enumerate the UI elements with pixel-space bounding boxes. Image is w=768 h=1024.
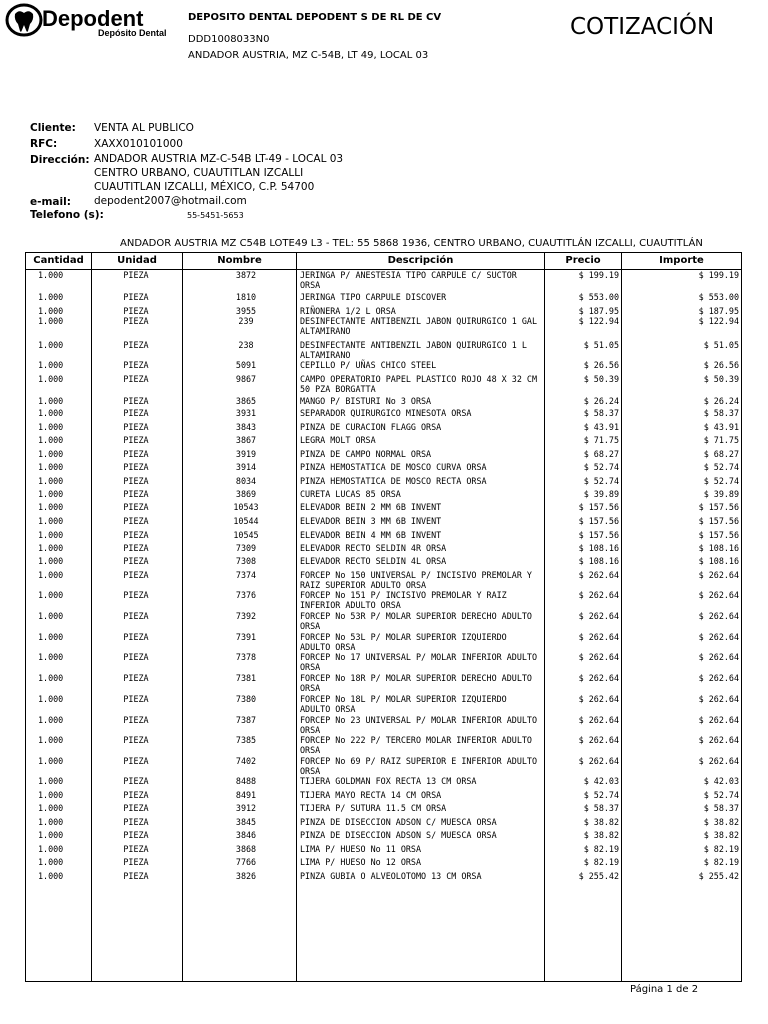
- cell-unit: PIEZA: [123, 590, 149, 600]
- cell-desc: CURETA LUCAS 85 ORSA: [300, 489, 401, 499]
- cell-price: $ 82.19: [583, 844, 619, 854]
- cell-price: $ 43.91: [583, 422, 619, 432]
- cell-code: 1810: [235, 292, 257, 302]
- cell-qty: 1.000: [38, 756, 64, 766]
- cell-desc: FORCEP No 18R P/ MOLAR SUPERIOR DERECHO ADULTO ORSA: [300, 673, 532, 693]
- cell-unit: PIEZA: [123, 489, 149, 499]
- cell-qty: 1.000: [38, 292, 64, 302]
- cell-code: 3869: [235, 489, 257, 499]
- cell-qty: 1.000: [38, 489, 64, 499]
- cell-code: 8034: [235, 476, 257, 486]
- cell-qty: 1.000: [38, 590, 64, 600]
- cell-price: $ 157.56: [578, 502, 619, 512]
- cell-code: 7387: [235, 715, 257, 725]
- company-name: DEPOSITO DENTAL DEPODENT S DE RL DE CV: [188, 12, 442, 23]
- cell-qty: 1.000: [38, 374, 64, 384]
- cell-price: $ 58.37: [583, 803, 619, 813]
- cell-desc: FORCEP No 53L P/ MOLAR SUPERIOR IZQUIERDO ADULTO ORSA: [300, 632, 507, 652]
- cell-price: $ 262.64: [578, 652, 619, 662]
- cell-code: 3867: [235, 435, 257, 445]
- cell-price: $ 262.64: [578, 673, 619, 683]
- cell-desc: DESINFECTANTE ANTIBENZIL JABON QUIRURGICO 1 GAL ALTAMIRANO: [300, 316, 537, 336]
- cell-amount: $ 108.16: [698, 556, 739, 566]
- cell-code: 3914: [235, 462, 257, 472]
- cell-unit: PIEZA: [123, 570, 149, 580]
- cell-amount: $ 262.64: [698, 652, 739, 662]
- direccion-line-2: CENTRO URBANO, CUAUTITLAN IZCALLI: [94, 167, 304, 179]
- cell-code: 3872: [235, 270, 257, 280]
- cell-amount: $ 157.56: [698, 516, 739, 526]
- rfc-label: RFC:: [30, 138, 58, 150]
- cell-code: 7402: [235, 756, 257, 766]
- cell-unit: PIEZA: [123, 776, 149, 786]
- cell-qty: 1.000: [38, 817, 64, 827]
- cell-qty: 1.000: [38, 435, 64, 445]
- cell-price: $ 262.64: [578, 756, 619, 766]
- cell-price: $ 108.16: [578, 543, 619, 553]
- cell-amount: $ 58.37: [703, 408, 739, 418]
- cell-amount: $ 82.19: [703, 844, 739, 854]
- cell-amount: $ 199.19: [698, 270, 739, 280]
- cell-amount: $ 39.89: [703, 489, 739, 499]
- cell-qty: 1.000: [38, 543, 64, 553]
- cell-code: 7391: [235, 632, 257, 642]
- cell-amount: $ 157.56: [698, 530, 739, 540]
- cell-desc: LIMA P/ HUESO No 12 ORSA: [300, 857, 422, 867]
- cell-unit: PIEZA: [123, 530, 149, 540]
- cell-amount: $ 82.19: [703, 857, 739, 867]
- cell-code: 3826: [235, 871, 257, 881]
- cell-code: 7308: [235, 556, 257, 566]
- cell-amount: $ 553.00: [698, 292, 739, 302]
- cell-price: $ 262.64: [578, 735, 619, 745]
- cell-desc: FORCEP No 150 UNIVERSAL P/ INCISIVO PREMOLAR Y RAIZ SUPERIOR ADULTO ORSA: [300, 570, 532, 590]
- logo-text: Depodent: [42, 6, 144, 31]
- cell-amount: $ 262.64: [698, 632, 739, 642]
- cell-desc: SEPARADOR QUIRURGICO MINESOTA ORSA: [300, 408, 472, 418]
- cell-price: $ 26.56: [583, 360, 619, 370]
- cell-qty: 1.000: [38, 476, 64, 486]
- cell-price: $ 262.64: [578, 570, 619, 580]
- header-nombre: Nombre: [217, 255, 262, 266]
- cell-code: 3843: [235, 422, 257, 432]
- direccion-line-3: CUAUTITLAN IZCALLI, MÉXICO, C.P. 54700: [94, 181, 315, 193]
- cell-desc: TIJERA P/ SUTURA 11.5 CM ORSA: [300, 803, 447, 813]
- cell-amount: $ 26.56: [703, 360, 739, 370]
- cell-code: 7385: [235, 735, 257, 745]
- cell-amount: $ 26.24: [703, 396, 739, 406]
- cell-price: $ 26.24: [583, 396, 619, 406]
- cell-code: 7309: [235, 543, 257, 553]
- cell-price: $ 262.64: [578, 715, 619, 725]
- cell-amount: $ 50.39: [703, 374, 739, 384]
- cell-qty: 1.000: [38, 530, 64, 540]
- cell-unit: PIEZA: [123, 694, 149, 704]
- cell-price: $ 157.56: [578, 516, 619, 526]
- cell-amount: $ 71.75: [703, 435, 739, 445]
- cell-price: $ 187.95: [578, 306, 619, 316]
- cell-qty: 1.000: [38, 360, 64, 370]
- cell-price: $ 52.74: [583, 476, 619, 486]
- cell-price: $ 38.82: [583, 817, 619, 827]
- cell-qty: 1.000: [38, 502, 64, 512]
- cell-desc: PINZA DE DISECCION ADSON C/ MUESCA ORSA: [300, 817, 497, 827]
- header-cantidad: Cantidad: [33, 255, 84, 266]
- header-precio: Precio: [565, 255, 601, 266]
- cell-code: 7378: [235, 652, 257, 662]
- cell-desc: RIÑONERA 1/2 L ORSA: [300, 306, 396, 316]
- logo-subtext: Depósito Dental: [98, 28, 167, 38]
- cell-price: $ 82.19: [583, 857, 619, 867]
- cell-price: $ 52.74: [583, 462, 619, 472]
- cell-amount: $ 262.64: [698, 756, 739, 766]
- cell-price: $ 58.37: [583, 408, 619, 418]
- cell-qty: 1.000: [38, 776, 64, 786]
- telefono-label: Telefono (s):: [30, 209, 104, 221]
- rfc-value: XAXX010101000: [94, 138, 183, 150]
- cell-amount: $ 262.64: [698, 570, 739, 580]
- cell-desc: DESINFECTANTE ANTIBENZIL JABON QUIRURGICO 1 L ALTAMIRANO: [300, 340, 527, 360]
- cell-unit: PIEZA: [123, 516, 149, 526]
- depodent-logo: [4, 2, 169, 40]
- cell-code: 238: [238, 340, 254, 350]
- cell-unit: PIEZA: [123, 340, 149, 350]
- cell-amount: $ 255.42: [698, 871, 739, 881]
- cell-code: 7392: [235, 611, 257, 621]
- cell-unit: PIEZA: [123, 422, 149, 432]
- cell-desc: JERINGA TIPO CARPULE DISCOVER: [300, 292, 447, 302]
- cell-unit: PIEZA: [123, 652, 149, 662]
- page-number: Página 1 de 2: [630, 984, 699, 995]
- cell-qty: 1.000: [38, 715, 64, 725]
- cell-price: $ 51.05: [583, 340, 619, 350]
- cell-price: $ 262.64: [578, 632, 619, 642]
- cell-desc: JERINGA P/ ANESTESIA TIPO CARPULE C/ SUCTOR ORSA: [300, 270, 517, 290]
- cell-code: 8491: [235, 790, 257, 800]
- cell-qty: 1.000: [38, 396, 64, 406]
- cell-unit: PIEZA: [123, 715, 149, 725]
- cell-desc: ELEVADOR BEIN 4 MM 6B INVENT: [300, 530, 442, 540]
- cell-qty: 1.000: [38, 516, 64, 526]
- cell-unit: PIEZA: [123, 632, 149, 642]
- cliente-value: VENTA AL PUBLICO: [94, 122, 194, 134]
- cell-code: 10545: [233, 530, 259, 540]
- cell-unit: PIEZA: [123, 408, 149, 418]
- cell-unit: PIEZA: [123, 270, 149, 280]
- cell-desc: CAMPO OPERATORIO PAPEL PLASTICO ROJO 48 X 32 CM 50 PZA BORGATTA: [300, 374, 537, 394]
- cell-amount: $ 52.74: [703, 476, 739, 486]
- cell-desc: PINZA HEMOSTATICA DE MOSCO RECTA ORSA: [300, 476, 487, 486]
- cell-amount: $ 262.64: [698, 715, 739, 725]
- cell-code: 7381: [235, 673, 257, 683]
- cell-unit: PIEZA: [123, 502, 149, 512]
- cell-desc: FORCEP No 69 P/ RAIZ SUPERIOR E INFERIOR ADULTO ORSA: [300, 756, 537, 776]
- cell-price: $ 42.03: [583, 776, 619, 786]
- cell-desc: MANGO P/ BISTURI No 3 ORSA: [300, 396, 432, 406]
- cell-code: 7766: [235, 857, 257, 867]
- cell-amount: $ 262.64: [698, 611, 739, 621]
- cell-amount: $ 187.95: [698, 306, 739, 316]
- cell-qty: 1.000: [38, 570, 64, 580]
- cell-qty: 1.000: [38, 790, 64, 800]
- cell-code: 7376: [235, 590, 257, 600]
- telefono-value: 55-5451-5653: [187, 211, 244, 220]
- cell-price: $ 262.64: [578, 590, 619, 600]
- cell-amount: $ 43.91: [703, 422, 739, 432]
- cell-price: $ 68.27: [583, 449, 619, 459]
- header-importe: Importe: [659, 255, 704, 266]
- cell-qty: 1.000: [38, 316, 64, 326]
- cell-amount: $ 262.64: [698, 694, 739, 704]
- cell-code: 3919: [235, 449, 257, 459]
- cell-code: 3846: [235, 830, 257, 840]
- cell-desc: FORCEP No 222 P/ TERCERO MOLAR INFERIOR ADULTO ORSA: [300, 735, 532, 755]
- cell-amount: $ 52.74: [703, 462, 739, 472]
- cell-qty: 1.000: [38, 449, 64, 459]
- cell-qty: 1.000: [38, 632, 64, 642]
- cell-unit: PIEZA: [123, 735, 149, 745]
- cell-unit: PIEZA: [123, 611, 149, 621]
- cell-desc: FORCEP No 18L P/ MOLAR SUPERIOR IZQUIERDO ADULTO ORSA: [300, 694, 507, 714]
- cell-code: 9867: [235, 374, 257, 384]
- cell-qty: 1.000: [38, 422, 64, 432]
- cell-qty: 1.000: [38, 803, 64, 813]
- cell-qty: 1.000: [38, 652, 64, 662]
- direccion-line-1: ANDADOR AUSTRIA MZ-C-54B LT-49 - LOCAL 03: [94, 153, 344, 165]
- cell-qty: 1.000: [38, 857, 64, 867]
- cell-unit: PIEZA: [123, 435, 149, 445]
- cell-unit: PIEZA: [123, 306, 149, 316]
- cell-price: $ 262.64: [578, 694, 619, 704]
- cell-unit: PIEZA: [123, 374, 149, 384]
- cell-desc: FORCEP No 151 P/ INCISIVO PREMOLAR Y RAIZ INFERIOR ADULTO ORSA: [300, 590, 507, 610]
- cell-qty: 1.000: [38, 556, 64, 566]
- cell-qty: 1.000: [38, 408, 64, 418]
- cell-unit: PIEZA: [123, 756, 149, 766]
- cell-price: $ 157.56: [578, 530, 619, 540]
- cell-amount: $ 38.82: [703, 830, 739, 840]
- cell-code: 10543: [233, 502, 259, 512]
- cell-code: 3868: [235, 844, 257, 854]
- cell-desc: TIJERA MAYO RECTA 14 CM ORSA: [300, 790, 442, 800]
- cell-qty: 1.000: [38, 735, 64, 745]
- cell-unit: PIEZA: [123, 673, 149, 683]
- cell-unit: PIEZA: [123, 316, 149, 326]
- cell-unit: PIEZA: [123, 790, 149, 800]
- cell-amount: $ 58.37: [703, 803, 739, 813]
- cell-unit: PIEZA: [123, 476, 149, 486]
- direccion-label: Dirección:: [30, 154, 90, 166]
- cell-qty: 1.000: [38, 673, 64, 683]
- cell-unit: PIEZA: [123, 556, 149, 566]
- cell-qty: 1.000: [38, 462, 64, 472]
- cell-qty: 1.000: [38, 270, 64, 280]
- cell-desc: ELEVADOR BEIN 3 MM 6B INVENT: [300, 516, 442, 526]
- cell-desc: CEPILLO P/ UÑAS CHICO STEEL: [300, 360, 437, 370]
- company-address: ANDADOR AUSTRIA, MZ C-54B, LT 49, LOCAL 03: [188, 50, 429, 61]
- branch-line: ANDADOR AUSTRIA MZ C54B LOTE49 L3 - TEL: 55 5868 1936, CENTRO URBANO, CUAUTITLÁN IZCALLI, CUAUTITLÁN: [120, 238, 703, 249]
- cell-code: 7380: [235, 694, 257, 704]
- document-title: COTIZACIÓN: [570, 14, 715, 40]
- cell-desc: LEGRA MOLT ORSA: [300, 435, 376, 445]
- cell-desc: PINZA DE CURACION FLAGG ORSA: [300, 422, 442, 432]
- cell-unit: PIEZA: [123, 871, 149, 881]
- cell-qty: 1.000: [38, 871, 64, 881]
- email-label: e-mail:: [30, 196, 71, 208]
- cell-unit: PIEZA: [123, 396, 149, 406]
- cliente-label: Cliente:: [30, 122, 76, 134]
- cell-code: 5091: [235, 360, 257, 370]
- cell-amount: $ 157.56: [698, 502, 739, 512]
- cell-desc: ELEVADOR RECTO SELDIN 4R ORSA: [300, 543, 447, 553]
- cell-code: 8488: [235, 776, 257, 786]
- cell-unit: PIEZA: [123, 543, 149, 553]
- header-unidad: Unidad: [117, 255, 157, 266]
- cell-qty: 1.000: [38, 844, 64, 854]
- cell-unit: PIEZA: [123, 360, 149, 370]
- cell-amount: $ 262.64: [698, 735, 739, 745]
- cell-price: $ 38.82: [583, 830, 619, 840]
- cell-amount: $ 52.74: [703, 790, 739, 800]
- cell-amount: $ 108.16: [698, 543, 739, 553]
- cell-code: 3912: [235, 803, 257, 813]
- cell-unit: PIEZA: [123, 803, 149, 813]
- cell-qty: 1.000: [38, 306, 64, 316]
- cell-qty: 1.000: [38, 611, 64, 621]
- cell-price: $ 262.64: [578, 611, 619, 621]
- cell-price: $ 108.16: [578, 556, 619, 566]
- cell-desc: ELEVADOR BEIN 2 MM 6B INVENT: [300, 502, 442, 512]
- cell-amount: $ 51.05: [703, 340, 739, 350]
- cell-desc: LIMA P/ HUESO No 11 ORSA: [300, 844, 422, 854]
- cell-unit: PIEZA: [123, 817, 149, 827]
- cell-desc: ELEVADOR RECTO SELDIN 4L ORSA: [300, 556, 447, 566]
- cell-desc: FORCEP No 17 UNIVERSAL P/ MOLAR INFERIOR ADULTO ORSA: [300, 652, 537, 672]
- cell-code: 3865: [235, 396, 257, 406]
- cell-qty: 1.000: [38, 340, 64, 350]
- cell-desc: FORCEP No 23 UNIVERSAL P/ MOLAR INFERIOR ADULTO ORSA: [300, 715, 537, 735]
- cell-amount: $ 42.03: [703, 776, 739, 786]
- email-value: depodent2007@hotmail.com: [94, 195, 247, 207]
- cell-price: $ 255.42: [578, 871, 619, 881]
- cell-price: $ 50.39: [583, 374, 619, 384]
- cell-desc: PINZA DE CAMPO NORMAL ORSA: [300, 449, 432, 459]
- cell-code: 3931: [235, 408, 257, 418]
- cell-price: $ 122.94: [578, 316, 619, 326]
- cell-code: 10544: [233, 516, 259, 526]
- cell-desc: FORCEP No 53R P/ MOLAR SUPERIOR DERECHO ADULTO ORSA: [300, 611, 532, 631]
- cell-code: 3955: [235, 306, 257, 316]
- cell-amount: $ 68.27: [703, 449, 739, 459]
- cell-desc: PINZA GUBIA O ALVEOLOTOMO 13 CM ORSA: [300, 871, 482, 881]
- cell-price: $ 199.19: [578, 270, 619, 280]
- cell-amount: $ 262.64: [698, 590, 739, 600]
- cell-desc: PINZA DE DISECCION ADSON S/ MUESCA ORSA: [300, 830, 497, 840]
- cell-unit: PIEZA: [123, 844, 149, 854]
- cell-unit: PIEZA: [123, 857, 149, 867]
- cell-amount: $ 262.64: [698, 673, 739, 683]
- company-code: DDD1008033N0: [188, 34, 270, 45]
- items-table: [25, 252, 742, 982]
- cell-amount: $ 38.82: [703, 817, 739, 827]
- cell-code: 239: [238, 316, 254, 326]
- cell-price: $ 71.75: [583, 435, 619, 445]
- cell-unit: PIEZA: [123, 449, 149, 459]
- cell-code: 3845: [235, 817, 257, 827]
- cell-price: $ 39.89: [583, 489, 619, 499]
- cell-amount: $ 122.94: [698, 316, 739, 326]
- cell-price: $ 553.00: [578, 292, 619, 302]
- cell-code: 7374: [235, 570, 257, 580]
- cell-unit: PIEZA: [123, 462, 149, 472]
- cell-unit: PIEZA: [123, 830, 149, 840]
- cell-qty: 1.000: [38, 694, 64, 704]
- header-descripcion: Descripción: [387, 255, 454, 266]
- cell-price: $ 52.74: [583, 790, 619, 800]
- cell-unit: PIEZA: [123, 292, 149, 302]
- cell-desc: TIJERA GOLDMAN FOX RECTA 13 CM ORSA: [300, 776, 477, 786]
- cell-desc: PINZA HEMOSTATICA DE MOSCO CURVA ORSA: [300, 462, 487, 472]
- cell-qty: 1.000: [38, 830, 64, 840]
